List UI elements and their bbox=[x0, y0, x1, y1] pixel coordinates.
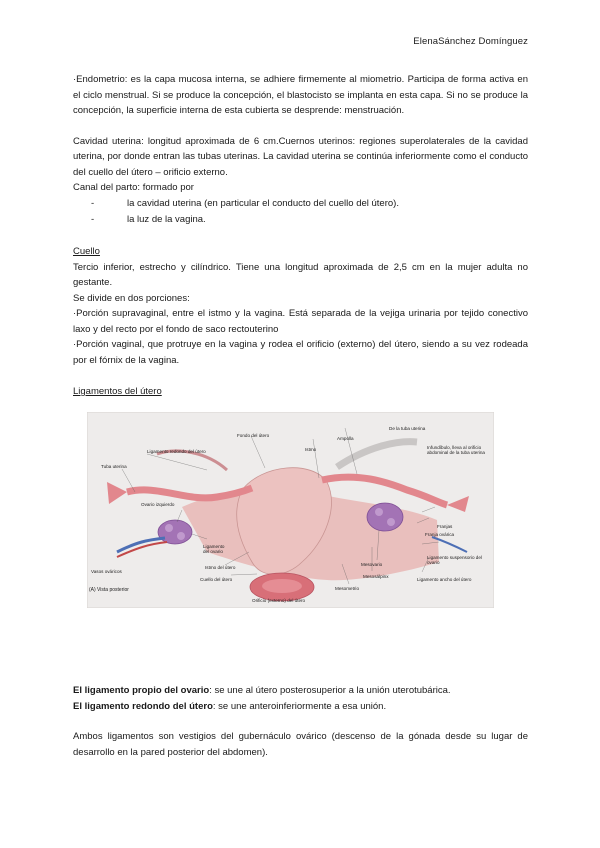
paragraph-ligamento-propio bbox=[73, 683, 528, 699]
heading-cuello: Cuello bbox=[73, 246, 100, 257]
label-orificio: Orificio (externo) del útero bbox=[252, 598, 306, 603]
paragraph-endometrio: ·Endometrio: es la capa mucosa interna, se adhiere firmemente al miometrio. Participa de forma activa en el ciclo menstrual. Si se produce la concepción, el blastocisto se implanta en esta capa. Si no se produce la concepción, la superficie interna de esta cubierta se desprende: menstruación. bbox=[73, 74, 528, 116]
bold-term: El ligamento propio del ovario bbox=[73, 685, 210, 696]
heading-ligamentos: Ligamentos del útero bbox=[73, 386, 162, 397]
list-item-text: la luz de la vagina. bbox=[127, 213, 206, 225]
label-istmo-utero: Istmo del útero bbox=[205, 565, 236, 570]
label-fondo: Fondo del útero bbox=[237, 433, 270, 438]
section-cuello bbox=[73, 244, 528, 368]
section-final bbox=[73, 683, 528, 760]
label-ligamento-suspensorio: Ligamento suspensorio del ovario bbox=[427, 555, 482, 565]
list-item: - la cavidad uterina (en particular el conducto del cuello del útero). bbox=[91, 197, 399, 209]
label-ligamento-ancho: Ligamento ancho del útero bbox=[417, 577, 472, 582]
paragraph-cuello-2: Se divide en dos porciones: bbox=[73, 292, 190, 304]
label-ovario-izquierdo: Ovario izquierdo bbox=[141, 502, 175, 507]
definition-text: : se une al útero posterosuperior a la unión uterotubárica. bbox=[209, 685, 451, 696]
label-vista-posterior: (A) Vista posterior bbox=[89, 587, 129, 593]
paragraph-cuello-4: ·Porción vaginal, que protruye en la vagina y rodea el orificio (externo) del útero, siendo a su vez rodeada por el fórnix de la vagina. bbox=[73, 339, 528, 366]
paragraph-ligamento-redondo bbox=[73, 699, 528, 715]
definition-text: : se une anteroinferiormente a esa unión. bbox=[212, 700, 387, 712]
section-ligamentos bbox=[73, 384, 528, 400]
label-franja-ovarica: Franja ovárica bbox=[425, 532, 455, 537]
list-item-text: la cavidad uterina (en particular el conducto del cuello del útero). bbox=[127, 197, 399, 209]
label-ligamento-ovario: Ligamento del ovario bbox=[203, 544, 225, 554]
paragraph-cavidad: Cavidad uterina: longitud aproximada de 6 cm.Cuernos uterinos: regiones superolaterales de la cavidad uterina, por donde entran las tubas uterinas. La cavidad uterina se continúa inferiormente como el conducto del cuello del útero – orificio externo. bbox=[73, 135, 528, 178]
paragraph-canal: Canal del parto: formado por bbox=[73, 182, 194, 193]
uterus-illustration bbox=[87, 412, 494, 608]
paragraph-ambos: Ambos ligamentos son vestigios del gubernáculo ovárico (descenso de la gónada desde su lugar de desarrollo en la pared posterior del abdomen). bbox=[73, 731, 528, 758]
paragraph-cuello-1: Tercio inferior, estrecho y cilíndrico. Tiene una longitud aproximada de 2,5 cm en la mujer adulta no gestante. bbox=[73, 261, 528, 288]
label-istmo: Istmo bbox=[305, 447, 317, 452]
bold-term: El ligamento redondo del útero bbox=[73, 700, 213, 712]
label-infundibulo: Infundíbulo, lleva al orificio abdominal de la tuba uterina bbox=[427, 445, 485, 455]
label-ligamento-redondo: Ligamento redondo del útero bbox=[147, 449, 206, 454]
label-tuba: Tuba uterina bbox=[101, 464, 127, 469]
label-cuello-utero: Cuello del útero bbox=[200, 577, 233, 582]
label-ampolla: Ampolla bbox=[337, 436, 354, 441]
label-franjas: Franjas bbox=[437, 524, 453, 529]
list-item: - la luz de la vagina. bbox=[91, 213, 206, 225]
label-vasos: Vasos ováricos bbox=[91, 569, 122, 574]
label-mesosalpinx: Mesosálpinx bbox=[363, 574, 389, 579]
author-header: ElenaSánchez Domínguez bbox=[413, 36, 528, 47]
label-cola-tuba: De la tuba uterina bbox=[389, 426, 426, 431]
canal-list bbox=[73, 196, 528, 228]
section-endometrio bbox=[73, 72, 528, 228]
paragraph-cuello-3: ·Porción supravaginal, entre el istmo y la vagina. Está separada de la vejiga urinaria por tejido conectivo laxo y del recto por el fondo de saco rectouterino bbox=[73, 308, 528, 335]
label-mesometrio: Mesometrio bbox=[335, 586, 359, 591]
label-mesovario: Mesovario bbox=[361, 562, 383, 567]
